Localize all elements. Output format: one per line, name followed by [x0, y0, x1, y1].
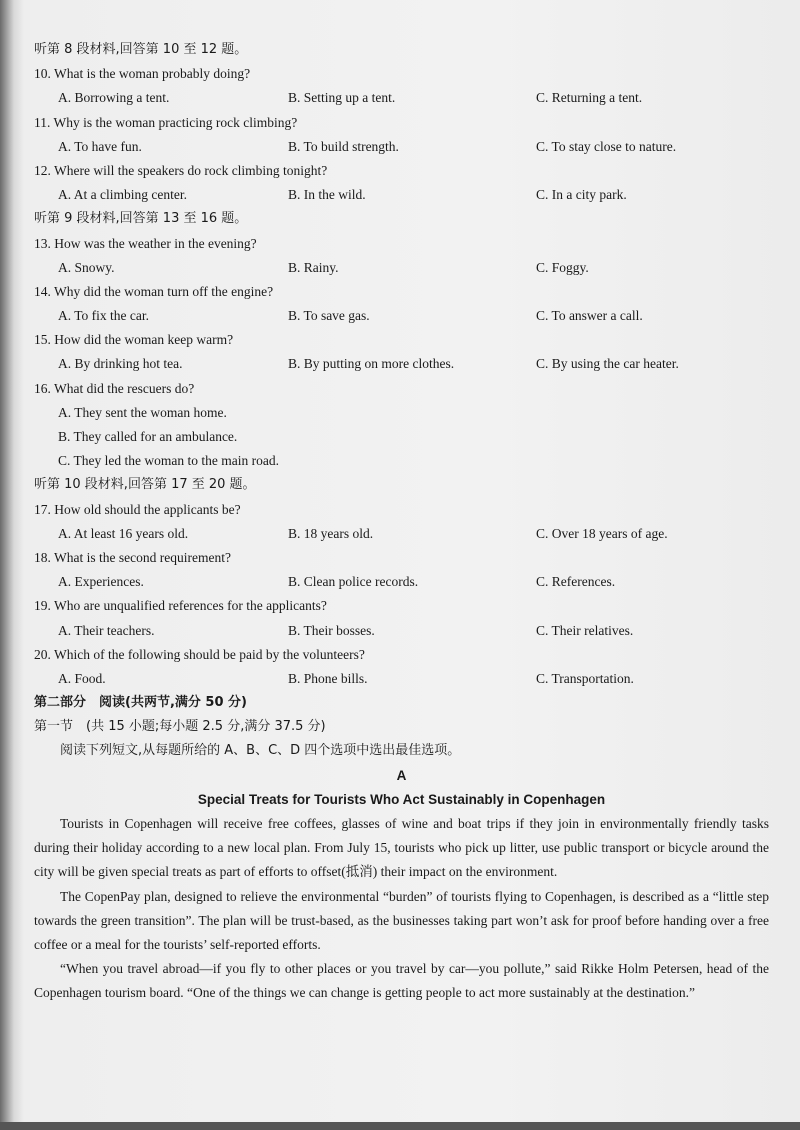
option-c[interactable]: C. Returning a tent.: [536, 90, 643, 106]
section-8-heading: 听第 8 段材料,回答第 10 至 12 题。: [34, 42, 248, 57]
options-12: [34, 183, 769, 207]
option-a[interactable]: A. At a climbing center.: [58, 187, 187, 203]
scan-edge: [0, 1122, 800, 1130]
section-9-heading: 听第 9 段材料,回答第 13 至 16 题。: [34, 211, 248, 227]
option-a[interactable]: A. Food.: [58, 670, 106, 686]
option-b[interactable]: B. Setting up a tent.: [288, 90, 396, 106]
option-c[interactable]: C. Over 18 years of age.: [536, 525, 668, 541]
options-18: [34, 570, 769, 594]
option-a[interactable]: A. At least 16 years old.: [58, 525, 189, 541]
options-16-c: [34, 449, 769, 473]
option-c[interactable]: C. References.: [536, 574, 616, 590]
options-16-b: [34, 425, 769, 449]
option-a[interactable]: A. Borrowing a tent.: [58, 90, 170, 106]
exam-page: [34, 38, 769, 1006]
options-10: [34, 86, 769, 110]
option-b[interactable]: B. In the wild.: [288, 187, 366, 203]
options-17: [34, 522, 769, 546]
question-19: 19. Who are unqualified references for the applicants?: [34, 598, 327, 614]
option-c[interactable]: C. Transportation.: [536, 670, 634, 686]
option-b[interactable]: B. 18 years old.: [288, 525, 374, 541]
option-b[interactable]: B. Phone bills.: [288, 670, 368, 686]
option-a[interactable]: A. To fix the car.: [58, 308, 150, 324]
option-b[interactable]: B. They called for an ambulance.: [58, 429, 238, 444]
options-19: [34, 619, 769, 643]
option-b[interactable]: B. By putting on more clothes.: [288, 356, 455, 372]
option-b[interactable]: B. Their bosses.: [288, 622, 375, 638]
passage-paragraph-3: “When you travel abroad—if you fly to other places or you travel by car—you pollute,” said Rikke Holm Petersen, head of the Copenhagen tourism board. “One of the things we can change is getting people to act more sustainably at the destination.”: [34, 961, 769, 1001]
options-15: [34, 352, 769, 376]
question-10: 10. What is the woman probably doing?: [34, 66, 251, 82]
option-c[interactable]: C. To answer a call.: [536, 308, 643, 324]
option-b[interactable]: B. To save gas.: [288, 308, 370, 324]
question-13: 13. How was the weather in the evening?: [34, 235, 257, 251]
option-a[interactable]: A. Experiences.: [58, 574, 144, 590]
reading-instruction: 阅读下列短文,从每题所给的 A、B、C、D 四个选项中选出最佳选项。: [60, 743, 461, 759]
options-13: [34, 256, 769, 280]
passage-title: Special Treats for Tourists Who Act Sustainably in Copenhagen: [197, 791, 606, 807]
option-b[interactable]: B. Rainy.: [288, 259, 339, 275]
option-a[interactable]: A. By drinking hot tea.: [58, 356, 183, 372]
options-16-a: [34, 401, 769, 425]
option-a[interactable]: A. Their teachers.: [58, 622, 155, 638]
option-c[interactable]: C. They led the woman to the main road.: [58, 453, 279, 469]
question-16: 16. What did the rescuers do?: [34, 380, 195, 396]
option-c[interactable]: C. By using the car heater.: [536, 356, 679, 372]
passage-label: A: [396, 767, 407, 783]
question-17: 17. How old should the applicants be?: [34, 501, 241, 517]
question-18: 18. What is the second requirement?: [34, 549, 231, 565]
question-12: 12. Where will the speakers do rock climbing tonight?: [34, 162, 328, 178]
section-10-heading: 听第 10 段材料,回答第 17 至 20 题。: [34, 477, 256, 493]
options-14: [34, 304, 769, 328]
option-b[interactable]: B. Clean police records.: [288, 574, 419, 590]
part-2-heading: 第二部分 阅读(共两节,满分 50 分): [34, 695, 247, 711]
option-a[interactable]: A. They sent the woman home.: [58, 404, 227, 420]
option-a[interactable]: A. Snowy.: [58, 259, 115, 275]
question-11: 11. Why is the woman practicing rock climbing?: [34, 114, 298, 130]
options-20: [34, 667, 769, 691]
option-c[interactable]: C. Foggy.: [536, 259, 589, 275]
question-20: 20. Which of the following should be paid by the volunteers?: [34, 646, 365, 662]
option-b[interactable]: B. To build strength.: [288, 138, 399, 154]
section-1-heading: 第一节 (共 15 小题;每小题 2.5 分,满分 37.5 分): [34, 719, 326, 735]
option-c[interactable]: C. Their relatives.: [536, 622, 634, 638]
passage-paragraph-1: Tourists in Copenhagen will receive free coffees, glasses of wine and boat trips if they join in environmentally friendly tasks during their holiday according to a new local plan. From July 15, tourists who pick up litter, use public transport or bicycle around the city will be given special treats as part of efforts to offset(抵消) their impact on the environment.: [34, 816, 769, 880]
question-15: 15. How did the woman keep warm?: [34, 332, 234, 348]
question-14: 14. Why did the woman turn off the engine?: [34, 283, 274, 299]
passage-paragraph-2: The CopenPay plan, designed to relieve the environmental “burden” of tourists flying to Copenhagen, is described as a “little step towards the green transition”. The plan will be trust-based, as the businesses taking part won’t ask for proof before handing over a free coffee or a meal for the tourists’ self-reported efforts.: [34, 888, 769, 953]
option-c[interactable]: C. To stay close to nature.: [536, 138, 677, 154]
option-a[interactable]: A. To have fun.: [58, 138, 142, 154]
options-11: [34, 135, 769, 159]
option-c[interactable]: C. In a city park.: [536, 187, 627, 203]
